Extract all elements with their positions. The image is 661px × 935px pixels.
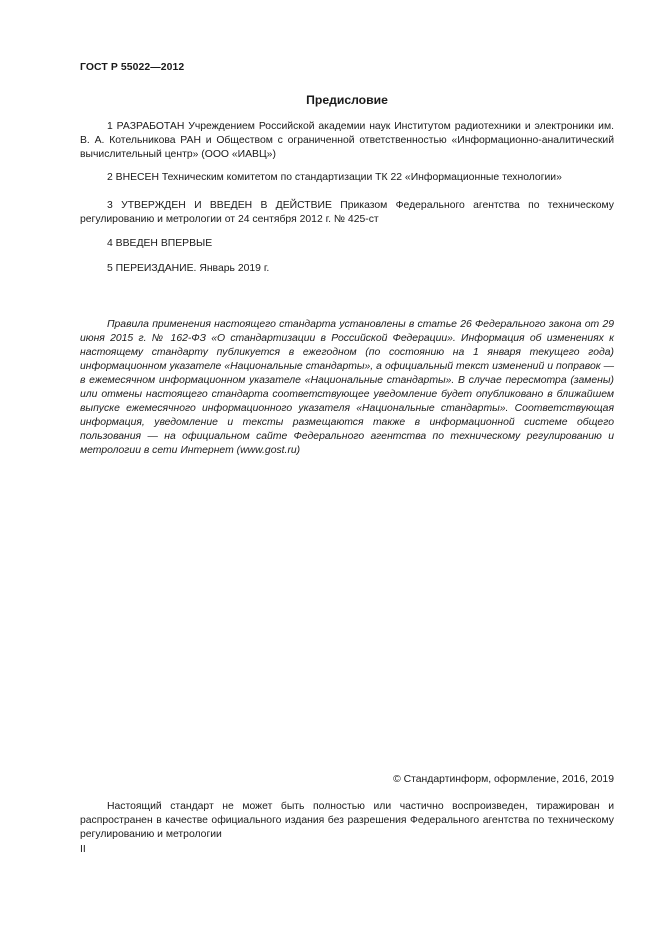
foreword-item-3: 3 УТВЕРЖДЕН И ВВЕДЕН В ДЕЙСТВИЕ Приказом Федерального агентства по техническому регулированию и метрологии от 24 сентября 2012 г. № 425-ст — [80, 200, 614, 225]
foreword-item-4: 4 ВВЕДЕН ВПЕРВЫЕ — [107, 238, 213, 249]
application-rules-notice: Правила применения настоящего стандарта установлены в статье 26 Федерального закона от 29 июня 2015 г. № 162-ФЗ «О стандартизации в Российской Федерации». Информация об изменениях к настоящему стандарту публикуется в ежегодном (по состоянию на 1 января текущего года) информационном указателе «Национальные стандарты», а официальный текст изменений и поправок — в ежемесячном информационном указателе «Национальные стандарты». В случае пересмотра (замены) или отмены настоящего стандарта соответствующее уведомление будет опубликовано в ближайшем выпуске ежемесячного информационного указателя «Национальные стандарты». Соответствующая информация, уведомление и тексты размещаются также в информационной системе общего пользования — на официальном сайте Федерального агентства по техническому регулированию и метрологии в сети Интернет (www.gost.ru) — [80, 319, 614, 456]
page-title: Предисловие — [306, 93, 388, 107]
document-header: ГОСТ Р 55022—2012 — [80, 62, 185, 73]
page-number: II — [80, 844, 86, 855]
foreword-item-2: 2 ВНЕСЕН Техническим комитетом по стандартизации ТК 22 «Информационные технологии» — [107, 172, 562, 183]
foreword-item-5: 5 ПЕРЕИЗДАНИЕ. Январь 2019 г. — [107, 263, 270, 274]
reproduction-notice: Настоящий стандарт не может быть полностью или частично воспроизведен, тиражирован и распространен в качестве официального издания без разрешения Федерального агентства по техническому регулированию и метрологии — [80, 801, 614, 840]
copyright-line: © Стандартинформ, оформление, 2016, 2019 — [393, 774, 614, 785]
foreword-item-1: 1 РАЗРАБОТАН Учреждением Российской академии наук Институтом радиотехники и электроники им. В. А. Котельникова РАН и Обществом с ограниченной ответственностью «Информационно-аналитический вычислительный центр» (ООО «ИАВЦ») — [80, 121, 614, 160]
